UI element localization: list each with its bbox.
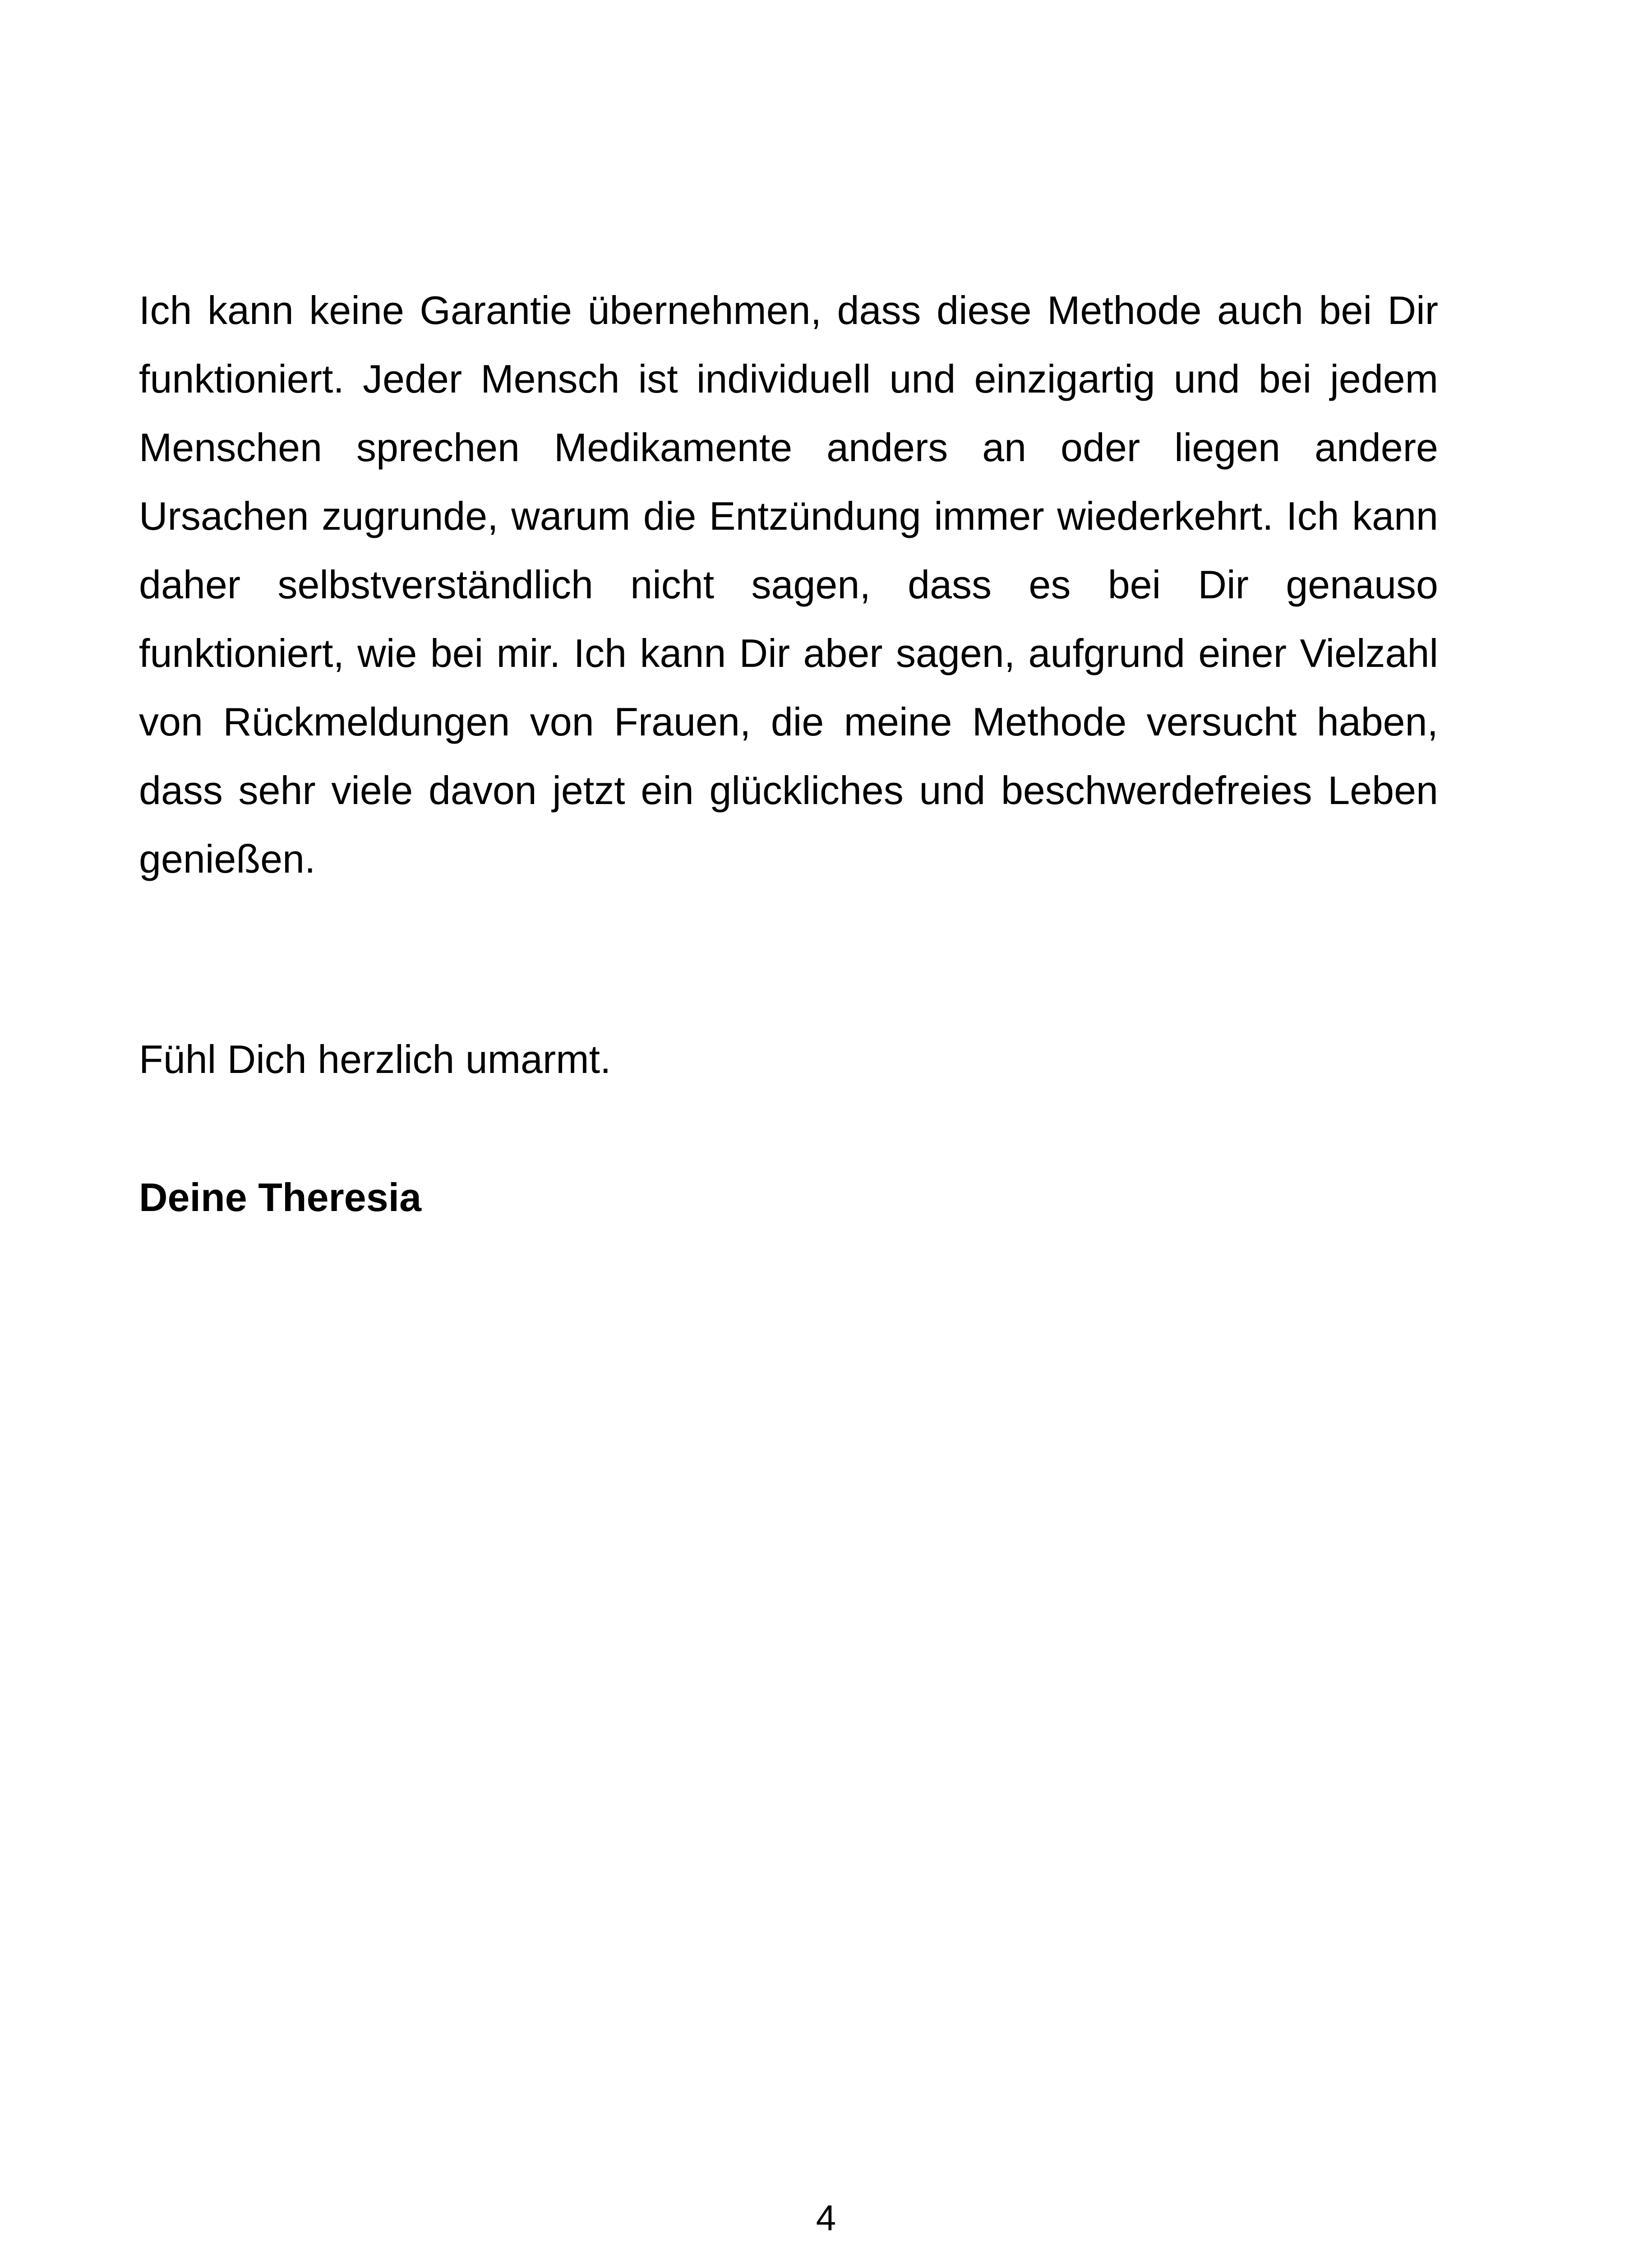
signature: Deine Theresia (139, 1175, 422, 1220)
page-number: 4 (816, 2198, 836, 2238)
closing-line: Fühl Dich herzlich umarmt. (139, 1037, 611, 1082)
body-paragraph: Ich kann keine Garantie übernehmen, dass diese Methode auch bei Dir funktioniert. Jeder Mensch ist individuell und einzigartig und bei jedem Menschen sprechen Medikamente anders an oder liegen andere Ursachen zugrunde, warum die Entzündung immer wiederkehrt. Ich kann daher selbstverständlich nicht sagen, dass es bei Dir genauso funktioniert, wie bei mir. Ich kann Dir aber sagen, aufgrund einer Vielzahl von Rückmeldungen von Frauen, die meine Methode versucht haben, dass sehr viele davon jetzt ein glückliches und beschwerdefreies Leben genießen. (139, 288, 1438, 881)
